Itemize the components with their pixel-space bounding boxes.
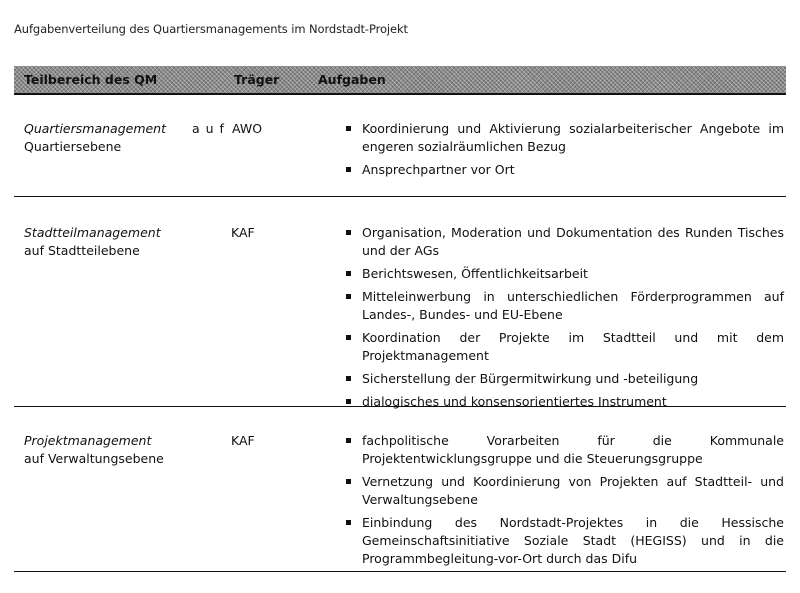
list-item: fachpolitische Vorarbeiten für die Kommunale Projektentwicklungsgruppe und die Steuerungsgruppe bbox=[344, 432, 784, 468]
bullet-icon bbox=[346, 520, 351, 525]
bullet-icon bbox=[346, 126, 351, 131]
row-title: Stadtteilmanagement bbox=[24, 225, 161, 240]
list-item: Koordination der Projekte im Stadtteil und mit dem Projektmanagement bbox=[344, 329, 784, 365]
list-item: dialogisches und konsensorientiertes Instrument bbox=[344, 393, 784, 411]
row-carrier: KAF bbox=[231, 225, 255, 240]
bullet-icon bbox=[346, 230, 351, 235]
bullet-icon bbox=[346, 271, 351, 276]
row-carrier: AWO bbox=[232, 121, 263, 136]
list-item: Koordinierung und Aktivierung sozialarbeiterischer Angebote im engeren sozialräumlichen Bezug bbox=[344, 120, 784, 156]
bullet-icon bbox=[346, 294, 351, 299]
task-list bbox=[344, 120, 784, 184]
list-item: Sicherstellung der Bürgermitwirkung und -beteiligung bbox=[344, 370, 784, 388]
table-row bbox=[14, 407, 786, 572]
bullet-icon bbox=[346, 167, 351, 172]
bullet-icon bbox=[346, 335, 351, 340]
table-header bbox=[14, 66, 786, 95]
header-col-area: Teilbereich des QM bbox=[24, 72, 158, 87]
task-list bbox=[344, 224, 784, 416]
table-row bbox=[14, 94, 786, 197]
list-item: Berichtswesen, Öffentlichkeitsarbeit bbox=[344, 265, 784, 283]
list-item: Ansprechpartner vor Ort bbox=[344, 161, 784, 179]
row-subtitle: auf Stadtteilebene bbox=[24, 243, 140, 258]
header-col-carrier: Träger bbox=[234, 72, 280, 87]
bullet-icon bbox=[346, 376, 351, 381]
row-carrier: KAF bbox=[231, 433, 255, 448]
bullet-icon bbox=[346, 438, 351, 443]
list-item: Vernetzung und Koordinierung von Projekten auf Stadtteil- und Verwaltungsebene bbox=[344, 473, 784, 509]
task-list bbox=[344, 432, 784, 573]
table-row bbox=[14, 197, 786, 407]
list-item: Organisation, Moderation und Dokumentation des Runden Tisches und der AGs bbox=[344, 224, 784, 260]
table-caption: Aufgabenverteilung des Quartiersmanagements im Nordstadt-Projekt bbox=[14, 22, 408, 36]
row-title-suffix: a u f bbox=[192, 121, 225, 136]
row-title: Quartiersmanagement bbox=[24, 121, 167, 136]
header-col-tasks: Aufgaben bbox=[318, 72, 386, 87]
list-item: Mitteleinwerbung in unterschiedlichen Förderprogrammen auf Landes-, Bundes- und EU-Ebene bbox=[344, 288, 784, 324]
row-title: Projektmanagement bbox=[24, 433, 152, 448]
bullet-icon bbox=[346, 479, 351, 484]
row-subtitle: auf Verwaltungsebene bbox=[24, 451, 164, 466]
row-subtitle: Quartiersebene bbox=[24, 139, 122, 154]
list-item: Einbindung des Nordstadt-Projektes in die Hessische Gemeinschaftsinitiative Soziale Stadt (HEGISS) und in die Programmbegleitung-vor-Ort durch das Difu bbox=[344, 514, 784, 568]
bullet-icon bbox=[346, 399, 351, 404]
